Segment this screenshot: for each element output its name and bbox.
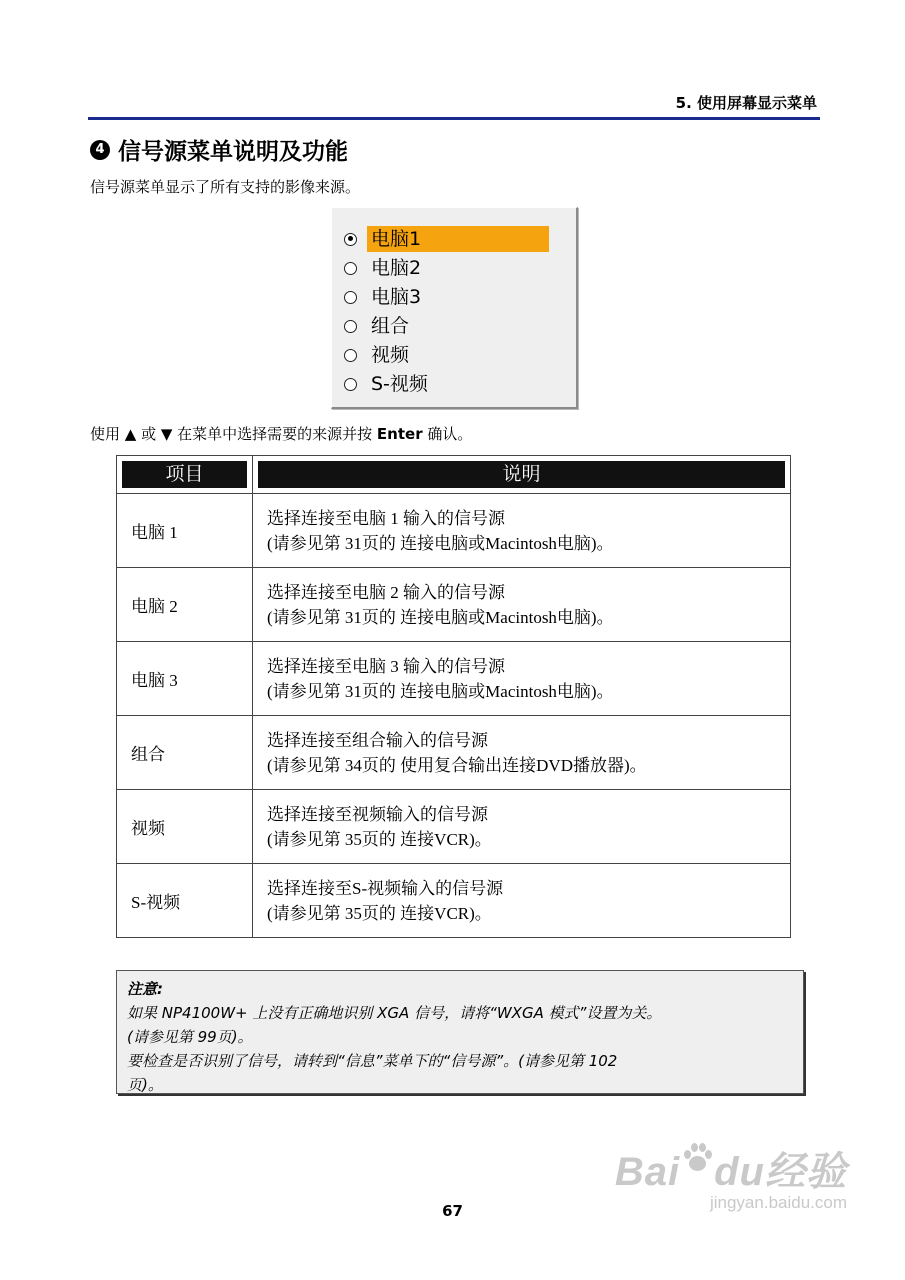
table-header-row [117, 456, 791, 494]
menu-item-s-video[interactable] [344, 371, 432, 397]
table-header-description: 说明 [253, 456, 791, 494]
watermark-logo: Bai du经验 [615, 1140, 847, 1197]
note-line: 要检查是否识别了信号，请转到“信息”菜单下的“信号源”。(请参见第 102 [127, 1052, 618, 1070]
radio-icon [344, 320, 357, 333]
note-box [116, 970, 804, 1094]
table-cell-item: S-视频 [117, 864, 253, 938]
radio-icon [344, 378, 357, 391]
menu-item-video[interactable] [344, 342, 413, 368]
table-row [117, 494, 791, 568]
header-rule [88, 117, 820, 120]
table-row [117, 790, 791, 864]
menu-item-computer3[interactable] [344, 284, 425, 310]
chapter-header: 5. 使用屏幕显示菜单 [675, 94, 817, 112]
table-cell-item: 电脑 2 [117, 568, 253, 642]
intro-text: 信号源菜单显示了所有支持的影像来源。 [90, 178, 361, 196]
table-row [117, 568, 791, 642]
menu-item-label: 电脑2 [371, 257, 422, 279]
instruction-suffix: 确认。 [422, 425, 473, 443]
table-cell-description: 选择连接至电脑 3 输入的信号源 (请参见第 31页的 连接电脑或Macintosh电脑)。 [253, 642, 791, 716]
table-row [117, 642, 791, 716]
table-cell-item: 电脑 3 [117, 642, 253, 716]
paw-icon [682, 1140, 712, 1174]
table-cell-item: 电脑 1 [117, 494, 253, 568]
note-line: (请参见第 99页)。 [127, 1028, 253, 1046]
section-title [90, 133, 348, 166]
table-cell-item: 组合 [117, 716, 253, 790]
radio-icon [344, 349, 357, 362]
menu-item-computer2[interactable] [344, 255, 425, 281]
table-cell-description: 选择连接至组合输入的信号源 (请参见第 34页的 使用复合输出连接DVD播放器)。 [253, 716, 791, 790]
instruction-key: Enter [376, 425, 423, 443]
table-row [117, 864, 791, 938]
note-line: 页)。 [127, 1076, 163, 1094]
source-table [116, 455, 791, 938]
table-cell-description: 选择连接至电脑 1 输入的信号源 (请参见第 31页的 连接电脑或Macintosh电脑)。 [253, 494, 791, 568]
page-number: 67 [442, 1202, 463, 1220]
menu-item-label: S-视频 [371, 373, 428, 395]
menu-item-computer1[interactable] [344, 226, 549, 252]
table-cell-description: 选择连接至电脑 2 输入的信号源 (请参见第 31页的 连接电脑或Macintosh电脑)。 [253, 568, 791, 642]
table-header-item: 项目 [117, 456, 253, 494]
section-title-text: 信号源菜单说明及功能 [118, 139, 348, 165]
table-cell-description: 选择连接至S-视频输入的信号源 (请参见第 35页的 连接VCR)。 [253, 864, 791, 938]
watermark-url: jingyan.baidu.com [709, 1193, 847, 1212]
note-title: 注意: [127, 980, 163, 998]
menu-item-label: 电脑1 [367, 226, 549, 252]
section-number-badge: 4 [90, 140, 110, 160]
table-row [117, 716, 791, 790]
menu-item-label: 电脑3 [371, 286, 422, 308]
table-cell-description: 选择连接至视频输入的信号源 (请参见第 35页的 连接VCR)。 [253, 790, 791, 864]
instruction-prefix: 使用 ▲ 或 ▼ 在菜单中选择需要的来源并按 [90, 425, 377, 443]
instruction-text [90, 423, 472, 444]
note-line: 如果 NP4100W+ 上没有正确地识别 XGA 信号，请将“WXGA 模式”设置为关。 [127, 1004, 662, 1022]
radio-icon [344, 262, 357, 275]
radio-icon [344, 291, 357, 304]
baidu-watermark [615, 1140, 847, 1213]
radio-selected-icon [344, 233, 357, 246]
menu-item-component[interactable] [344, 313, 413, 339]
source-menu [331, 207, 578, 409]
menu-item-label: 组合 [371, 315, 410, 337]
table-cell-item: 视频 [117, 790, 253, 864]
menu-item-label: 视频 [371, 344, 410, 366]
